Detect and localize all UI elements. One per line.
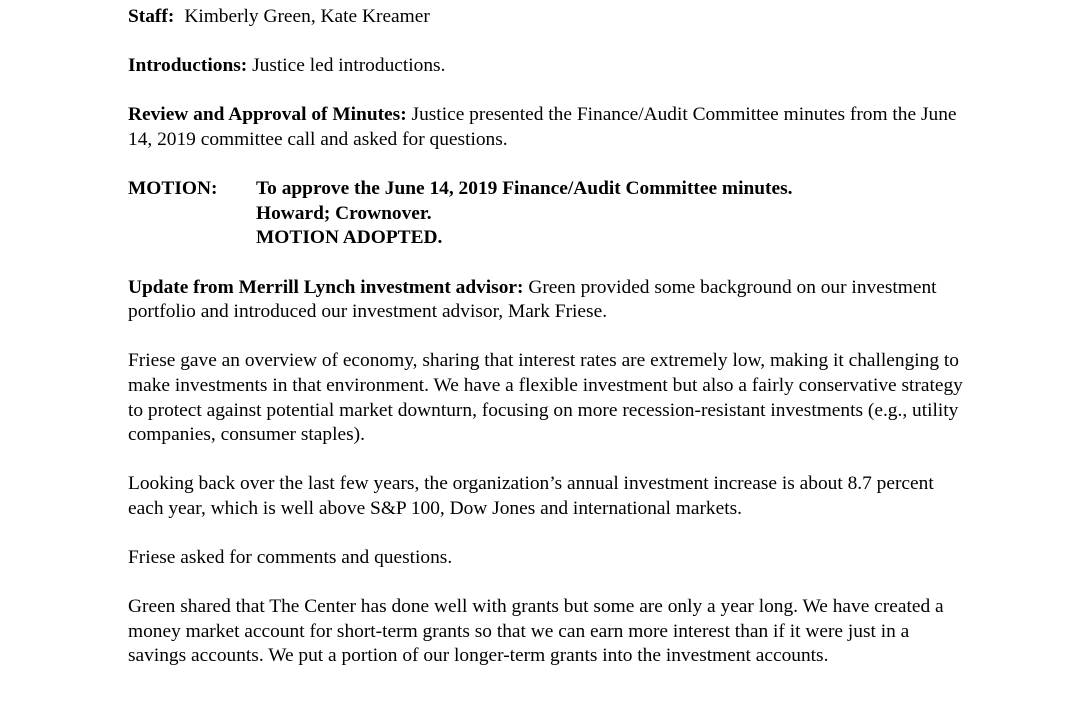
introductions-line [128, 54, 968, 79]
merrill-update-text: Green provided some background on our investment portfolio and introduced our investment advisor, Mark Friese. [128, 276, 937, 323]
merrill-update-paragraph [128, 276, 968, 325]
introductions-text: Justice led introductions. [247, 55, 446, 77]
motion-label: MOTION: [128, 178, 218, 200]
merrill-update-label: Update from Merrill Lynch investment advisor: [128, 276, 524, 298]
staff-names: Kimberly Green, Kate Kreamer [184, 6, 430, 27]
motion-body [256, 177, 792, 251]
motion-movers: Howard; Crownover. [256, 202, 432, 224]
staff-line [128, 5, 968, 30]
grants-paragraph: Green shared that The Center has done well with grants but some are only a year long. We have created a money market account for short-term grants so that we can earn more interest than if it were just in a savings accounts. We put a portion of our longer-term grants into the investment accounts. [128, 596, 944, 667]
minutes-review-text: Justice presented the Finance/Audit Committee minutes from the June 14, 2019 committee call and asked for questions. [128, 104, 957, 150]
staff-label: Staff: [128, 6, 175, 27]
economy-paragraph: Friese gave an overview of economy, sharing that interest rates are extremely low, making it challenging to make investments in that environment. We have a flexible investment but also a fairly conservative strategy to protect against potential market downturn, focusing on more recession-resistant investments (e.g., utility companies, consumer staples). [128, 350, 963, 446]
minutes-page [128, 5, 968, 694]
history-paragraph: Looking back over the last few years, the organization’s annual investment increase is about 8.7 percent each year, which is well above S&P 100, Dow Jones and international markets. [128, 473, 934, 519]
motion-text: To approve the June 14, 2019 Finance/Audit Committee minutes. [256, 178, 793, 200]
motion-result: MOTION ADOPTED. [256, 227, 443, 249]
minutes-review-paragraph [128, 103, 968, 152]
minutes-review-label: Review and Approval of Minutes: [128, 104, 407, 126]
introductions-label: Introductions: [128, 55, 248, 77]
questions-paragraph: Friese asked for comments and questions. [128, 547, 453, 569]
motion-block [128, 177, 968, 251]
